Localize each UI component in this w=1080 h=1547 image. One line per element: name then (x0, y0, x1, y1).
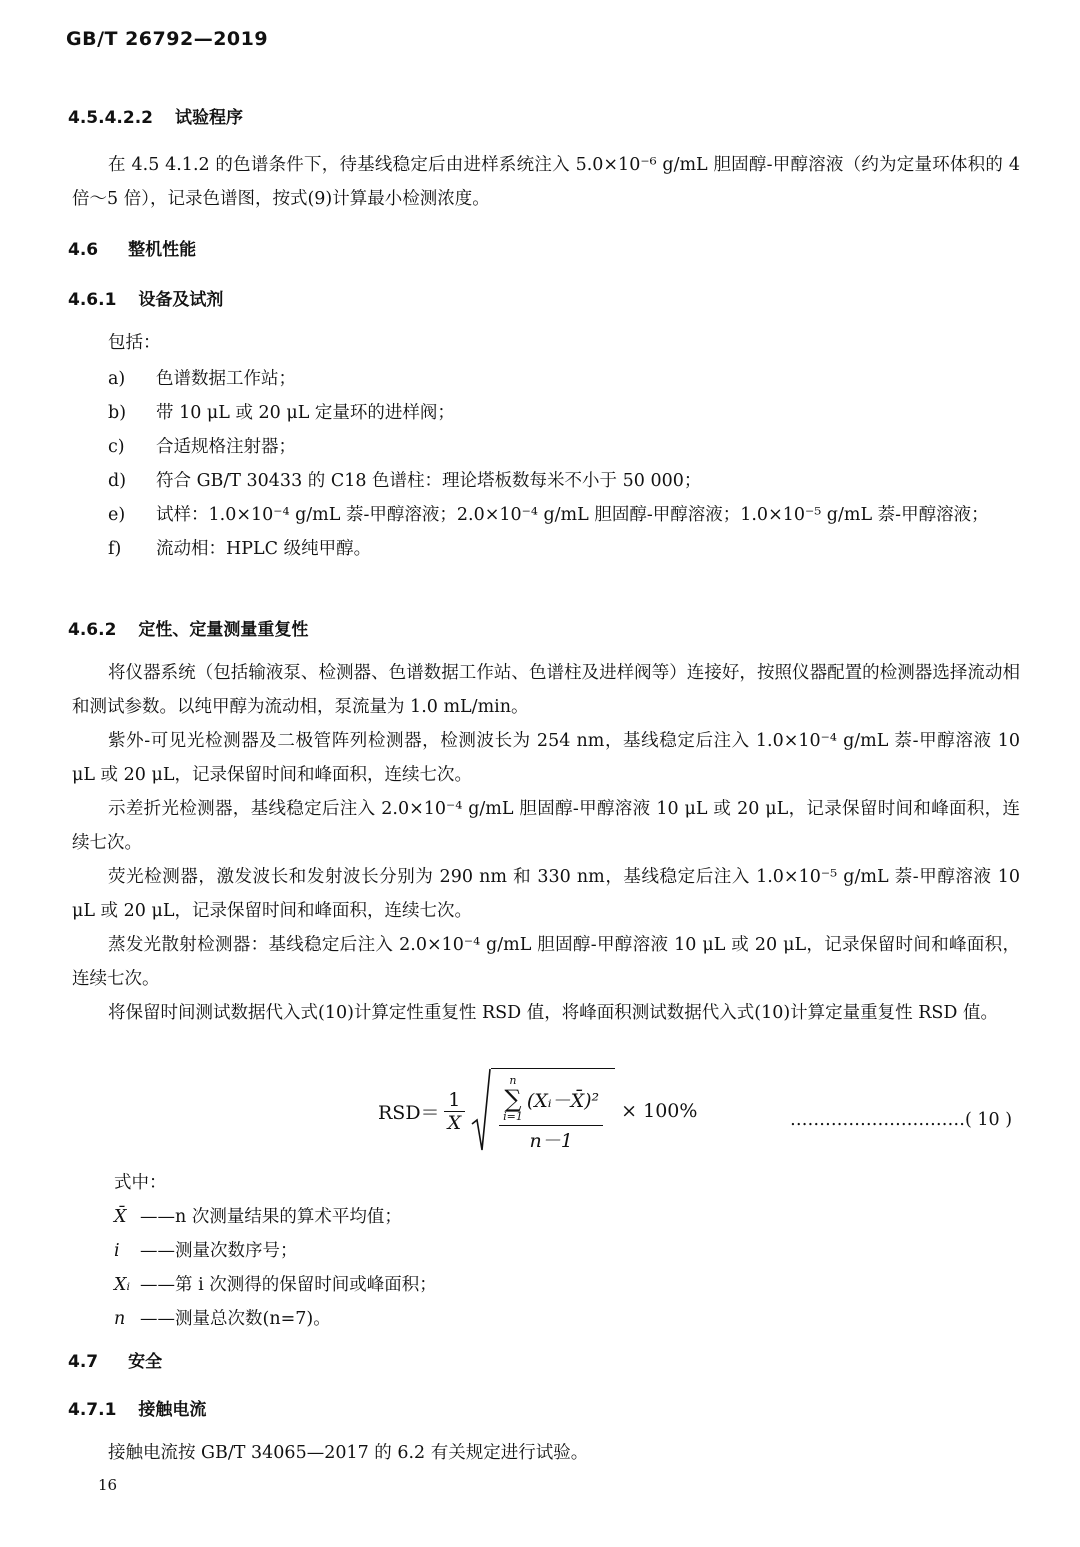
list-item (108, 498, 1020, 532)
equation-number: …………………………( 10 ) (790, 1110, 1013, 1130)
include-label: 包括： (108, 333, 161, 353)
heading-title: 设备及试剂 (138, 290, 224, 310)
radical-sign-icon (471, 1068, 491, 1154)
heading-4-6 (68, 235, 196, 260)
formula-xbar: X (447, 1111, 462, 1134)
summation (503, 1075, 523, 1123)
formula-variance-fraction (499, 1075, 603, 1152)
definition-row (114, 1268, 437, 1302)
list-text: 流动相：HPLC 级纯甲醇。 (156, 539, 372, 559)
page-number: 16 (98, 1476, 118, 1494)
standard-id: GB/T 26792—2019 (66, 28, 269, 50)
def-symbol: X̄ (114, 1207, 127, 1227)
paragraph-uv-detector: 紫外-可见光检测器及二极管阵列检测器，检测波长为 254 nm，基线稳定后注入 1.0×10⁻⁴ g/mL 萘-甲醇溶液 10 μL 或 20 μL，记录保留时间和峰面积，连续七次。 (72, 731, 1020, 785)
def-symbol: Xᵢ (114, 1275, 130, 1295)
def-desc: ——测量次数序号； (140, 1241, 298, 1261)
sum-lower: i=1 (503, 1110, 523, 1123)
heading-title: 整机性能 (128, 240, 197, 260)
list-marker: b) (108, 403, 127, 423)
where-label (114, 1166, 437, 1200)
formula-term: (Xᵢ－X̄)² (526, 1089, 600, 1112)
heading-4-6-1 (68, 285, 223, 310)
paragraph-test-procedure: 在 4.5 4.1.2 的色谱条件下，待基线稳定后由进样系统注入 5.0×10⁻⁶ g/mL 胆固醇-甲醇溶液（约为定量环体积的 4 倍～5 倍），记录色谱图，按式(9)计算最小检测浓度。 (72, 155, 1020, 209)
rsd-formula (378, 1066, 697, 1156)
radicand (491, 1068, 615, 1154)
list-text: 带 10 μL 或 20 μL 定量环的进样阀； (156, 403, 455, 423)
square-root (471, 1068, 615, 1154)
definition-row (114, 1234, 437, 1268)
sum-upper: n (509, 1074, 517, 1087)
list-item (108, 464, 1020, 498)
definition-row (114, 1200, 437, 1234)
formula-numerator (499, 1075, 603, 1125)
def-desc: ——测量总次数(n=7)。 (140, 1309, 331, 1329)
list-text: 合适规格注射器； (156, 437, 296, 457)
list-marker: d) (108, 471, 127, 491)
def-symbol: n (114, 1309, 126, 1329)
heading-number: 4.6 (68, 240, 99, 260)
list-text: 色谱数据工作站； (156, 369, 296, 389)
formula-times: × 100% (621, 1100, 698, 1122)
formula-denominator: n－1 (529, 1130, 573, 1152)
def-symbol: i (114, 1241, 120, 1261)
where-text: 式中： (114, 1173, 167, 1193)
heading-4-6-2 (68, 615, 308, 640)
heading-number: 4.7.1 (68, 1400, 117, 1420)
heading-4-7 (68, 1347, 162, 1372)
def-desc: ——第 i 次测得的保留时间或峰面积； (140, 1275, 437, 1295)
list-marker: a) (108, 369, 126, 389)
list-marker: f) (108, 539, 122, 559)
formula-lhs: RSD＝ (378, 1101, 440, 1124)
formula-one: 1 (448, 1088, 461, 1111)
list-item (108, 430, 1020, 464)
heading-title: 接触电流 (138, 1400, 207, 1420)
paragraph-ri-detector: 示差折光检测器，基线稳定后注入 2.0×10⁻⁴ g/mL 胆固醇-甲醇溶液 10 μL 或 20 μL，记录保留时间和峰面积，连续七次。 (72, 799, 1020, 853)
heading-4-7-1 (68, 1395, 206, 1420)
paragraph-touch-current: 接触电流按 GB/T 34065—2017 的 6.2 有关规定进行试验。 (108, 1443, 589, 1463)
heading-number: 4.7 (68, 1352, 99, 1372)
paragraph-rsd-calc: 将保留时间测试数据代入式(10)计算定性重复性 RSD 值，将峰面积测试数据代入式(10)计算定量重复性 RSD 值。 (108, 1003, 998, 1023)
heading-4-5-4-2-2 (68, 103, 243, 128)
list-marker: e) (108, 505, 126, 525)
list-item (108, 532, 1020, 566)
heading-number: 4.6.1 (68, 290, 117, 310)
heading-title: 安全 (128, 1352, 163, 1372)
formula-inverse-mean (444, 1089, 466, 1134)
definition-row (114, 1302, 437, 1336)
paragraph-fluorescence-detector: 荧光检测器，激发波长和发射波长分别为 290 nm 和 330 nm，基线稳定后注入 1.0×10⁻⁵ g/mL 萘-甲醇溶液 10 μL 或 20 μL，记录保留时间和峰面积，连续七次。 (72, 867, 1020, 921)
list-item (108, 362, 1020, 396)
list-item (108, 396, 1020, 430)
heading-title: 试验程序 (174, 108, 243, 128)
equipment-list (108, 362, 1020, 566)
list-marker: c) (108, 437, 125, 457)
list-text: 符合 GB/T 30433 的 C18 色谱柱：理论塔板数每米不小于 50 000； (156, 471, 702, 491)
heading-number: 4.5.4.2.2 (68, 108, 153, 128)
list-text: 试样：1.0×10⁻⁴ g/mL 萘-甲醇溶液；2.0×10⁻⁴ g/mL 胆固醇-甲醇溶液；1.0×10⁻⁵ g/mL 萘-甲醇溶液； (156, 505, 989, 525)
paragraph-elsd-detector: 蒸发光散射检测器：基线稳定后注入 2.0×10⁻⁴ g/mL 胆固醇-甲醇溶液 10 μL 或 20 μL，记录保留时间和峰面积，连续七次。 (72, 935, 1020, 989)
def-desc: ——n 次测量结果的算术平均值； (140, 1207, 402, 1227)
symbol-definitions (114, 1166, 437, 1336)
sigma-icon: ∑ (504, 1085, 522, 1113)
heading-number: 4.6.2 (68, 620, 117, 640)
paragraph-setup: 将仪器系统（包括输液泵、检测器、色谱数据工作站、色谱柱及进样阀等）连接好，按照仪器配置的检测器选择流动相和测试参数。以纯甲醇为流动相，泵流量为 1.0 mL/min。 (72, 663, 1020, 717)
heading-title: 定性、定量测量重复性 (138, 620, 309, 640)
